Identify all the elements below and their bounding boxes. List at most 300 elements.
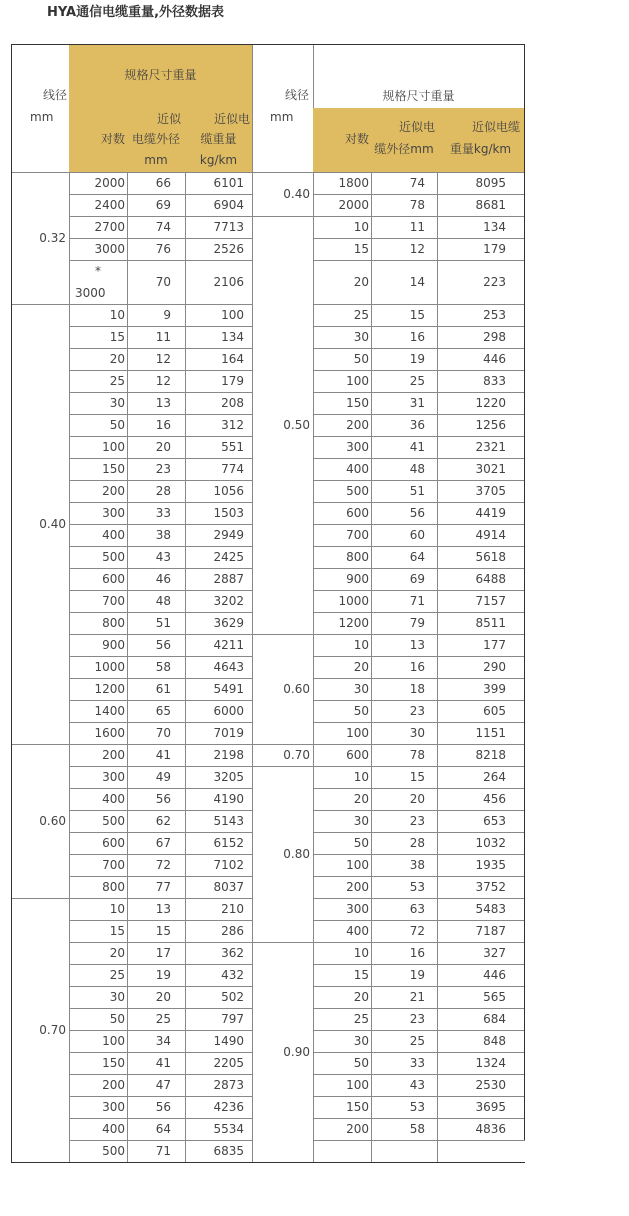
diameter-cell-text: 34 — [155, 1034, 171, 1048]
pairs-cell — [69, 480, 128, 503]
diameter-cell-text: 58 — [155, 660, 171, 674]
pairs-cell — [313, 1096, 372, 1119]
weight-cell — [185, 634, 253, 657]
diameter-cell — [127, 942, 186, 965]
pairs-cell-text: 2400 — [94, 198, 125, 212]
weight-cell-text: 432 — [221, 968, 244, 982]
weight-cell — [437, 810, 525, 833]
diameter-cell — [127, 1074, 186, 1097]
diameter-cell — [127, 238, 186, 261]
weight-cell — [437, 678, 525, 701]
wire-diameter-cell-text: 0.70 — [283, 748, 310, 762]
diameter-cell-text: 13 — [155, 902, 171, 916]
wire-diameter-cell — [252, 942, 314, 1163]
diameter-cell-text: 41 — [409, 440, 425, 454]
pairs-cell-text: 50 — [353, 352, 369, 366]
pairs-cell — [69, 700, 128, 723]
pairs-cell — [313, 304, 372, 327]
pairs-cell — [313, 920, 372, 943]
pairs-cell-text: 400 — [346, 924, 369, 938]
pairs-cell-text: 25 — [109, 374, 125, 388]
diameter-cell — [127, 304, 186, 327]
weight-cell — [437, 964, 525, 987]
diameter-cell-text: 25 — [409, 1034, 425, 1048]
diameter-cell — [127, 546, 186, 569]
pairs-cell-text: 30 — [353, 682, 369, 696]
diameter-cell-text: 16 — [409, 660, 425, 674]
diameter-cell — [127, 1030, 186, 1053]
pairs-cell — [69, 744, 128, 767]
pairs-cell-text: 150 — [346, 396, 369, 410]
pairs-cell — [313, 436, 372, 459]
diameter-cell — [371, 1052, 438, 1075]
diameter-cell-text: 16 — [409, 330, 425, 344]
diameter-cell — [127, 568, 186, 591]
pairs-cell — [313, 788, 372, 811]
diameter-header-text: mm — [30, 110, 54, 124]
weight-col-header — [185, 108, 253, 173]
diameter-header-right-text: mm — [270, 110, 294, 124]
diameter-cell-text: 74 — [155, 220, 171, 234]
pairs-cell — [69, 238, 128, 261]
pairs-cell-text: 150 — [102, 462, 125, 476]
diameter-cell-text: 79 — [409, 616, 425, 630]
diameter-cell — [127, 326, 186, 349]
pairs-cell-text: 300 — [102, 506, 125, 520]
weight-cell-text: 100 — [221, 308, 244, 322]
weight-cell-text: 7187 — [475, 924, 506, 938]
weight-cell-text: 1056 — [213, 484, 244, 498]
pairs-cell — [69, 502, 128, 525]
diameter-cell — [127, 414, 186, 437]
wire-diameter-cell-text: 0.80 — [283, 847, 310, 861]
weight-cell — [437, 392, 525, 415]
diameter-cell-text: 58 — [409, 1122, 425, 1136]
diameter-cell-text: 65 — [155, 704, 171, 718]
diameter-cell-text: 14 — [409, 275, 425, 289]
pairs-cell — [69, 634, 128, 657]
pairs-cell-text: 20 — [109, 352, 125, 366]
pairs-cell — [313, 964, 372, 987]
weight-col-header-right-text: 近似电缆 — [471, 120, 520, 134]
pairs-cell — [69, 546, 128, 569]
diameter-cell — [371, 986, 438, 1009]
diameter-cell-text: 64 — [155, 1122, 171, 1136]
pairs-cell-text: 500 — [102, 814, 125, 828]
pairs-cell — [69, 172, 128, 195]
pairs-cell-text: 150 — [346, 1100, 369, 1114]
diameter-cell — [371, 480, 438, 503]
weight-cell-text: 4914 — [475, 528, 506, 542]
diameter-col-header-right-text: 缆外径mm — [374, 142, 434, 156]
diameter-cell-text: 19 — [155, 968, 171, 982]
pairs-cell-text: 25 — [353, 308, 369, 322]
weight-cell — [437, 590, 525, 613]
pairs-cell-text: 10 — [353, 220, 369, 234]
diameter-cell — [127, 1118, 186, 1141]
diameter-cell — [371, 392, 438, 415]
spec-header-text: 规格尺寸重量 — [124, 68, 197, 82]
pairs-cell-text: 1200 — [94, 682, 125, 696]
pairs-cell-text: 600 — [102, 836, 125, 850]
diameter-cell — [127, 502, 186, 525]
pairs-cell — [313, 1030, 372, 1053]
weight-cell-text: 179 — [221, 374, 244, 388]
weight-cell-text: 3629 — [213, 616, 244, 630]
weight-cell — [185, 1052, 253, 1075]
weight-cell-text: 223 — [483, 275, 506, 289]
diameter-cell-text: 12 — [155, 352, 171, 366]
weight-cell — [185, 898, 253, 921]
pairs-cell-text: 1800 — [338, 176, 369, 190]
diameter-cell — [127, 744, 186, 767]
pairs-cell — [69, 678, 128, 701]
pairs-cell-text: 30 — [353, 814, 369, 828]
diameter-cell — [371, 920, 438, 943]
diameter-cell — [127, 370, 186, 393]
pairs-cell-text: 15 — [109, 924, 125, 938]
wire-diameter-cell-text: 0.60 — [39, 814, 66, 828]
diameter-cell — [371, 964, 438, 987]
pairs-cell — [313, 876, 372, 899]
diameter-cell — [127, 986, 186, 1009]
diameter-cell — [127, 480, 186, 503]
weight-cell-text: 456 — [483, 792, 506, 806]
diameter-cell-text: 23 — [155, 462, 171, 476]
pairs-cell — [313, 194, 372, 217]
weight-cell-text: 1324 — [475, 1056, 506, 1070]
diameter-cell — [371, 326, 438, 349]
diameter-cell-text: 49 — [155, 770, 171, 784]
diameter-cell — [127, 194, 186, 217]
wire-diameter-cell-text: 0.50 — [283, 418, 310, 432]
weight-cell — [437, 876, 525, 899]
diameter-cell — [127, 1008, 186, 1031]
weight-cell-text: 312 — [221, 418, 244, 432]
pairs-cell-text: 3000 — [94, 242, 125, 256]
weight-cell — [185, 238, 253, 261]
weight-cell — [437, 832, 525, 855]
weight-cell — [185, 656, 253, 679]
pairs-cell-text: 10 — [109, 308, 125, 322]
diameter-cell — [371, 590, 438, 613]
diameter-cell — [371, 854, 438, 877]
diameter-cell-text: 23 — [409, 1012, 425, 1026]
diameter-cell-text: 69 — [155, 198, 171, 212]
pairs-cell-text: 100 — [102, 1034, 125, 1048]
weight-cell-text: 6835 — [213, 1144, 244, 1158]
diameter-cell-text: 9 — [163, 308, 171, 322]
pairs-header — [69, 108, 128, 173]
weight-cell-text: 3752 — [475, 880, 506, 894]
wire-diameter-cell — [252, 634, 314, 745]
weight-cell — [437, 1052, 525, 1075]
pairs-cell-text: 200 — [346, 880, 369, 894]
pairs-cell-text: 200 — [346, 1122, 369, 1136]
pairs-cell-text: 600 — [346, 506, 369, 520]
pairs-cell-text: 800 — [102, 616, 125, 630]
pairs-cell-text: 100 — [346, 858, 369, 872]
diameter-cell — [371, 810, 438, 833]
pairs-cell-text: 2000 — [338, 198, 369, 212]
pairs-cell-text: 200 — [102, 1078, 125, 1092]
pairs-cell — [313, 810, 372, 833]
pairs-header-right-text: 对数 — [344, 132, 369, 146]
pairs-cell — [69, 392, 128, 415]
weight-cell — [185, 458, 253, 481]
weight-cell-text: 797 — [221, 1012, 244, 1026]
weight-cell-text: 2873 — [213, 1078, 244, 1092]
pairs-cell-text: 500 — [346, 484, 369, 498]
diameter-cell — [127, 964, 186, 987]
weight-cell-text: 684 — [483, 1012, 506, 1026]
diameter-cell-text: 21 — [409, 990, 425, 1004]
diameter-cell-text: 64 — [409, 550, 425, 564]
pairs-cell — [69, 1096, 128, 1119]
diameter-cell — [127, 590, 186, 613]
weight-cell — [185, 172, 253, 195]
weight-cell-text: 1151 — [475, 726, 506, 740]
pairs-cell — [313, 392, 372, 415]
diameter-cell — [371, 524, 438, 547]
weight-cell-text: 2321 — [475, 440, 506, 454]
weight-cell — [437, 854, 525, 877]
diameter-cell-text: 66 — [155, 176, 171, 190]
weight-cell — [437, 1008, 525, 1031]
diameter-cell — [127, 766, 186, 789]
weight-cell-text: 2106 — [213, 275, 244, 289]
pairs-cell-text: 600 — [102, 572, 125, 586]
weight-cell-text: 134 — [483, 220, 506, 234]
diameter-cell — [371, 722, 438, 745]
weight-cell — [185, 326, 253, 349]
weight-cell — [185, 414, 253, 437]
wire-diameter-cell-text: 0.40 — [283, 187, 310, 201]
diameter-cell-text: 78 — [409, 748, 425, 762]
pairs-cell-text: 100 — [346, 374, 369, 388]
diameter-cell-text: 62 — [155, 814, 171, 828]
weight-cell-text: 8095 — [475, 176, 506, 190]
weight-cell — [437, 1074, 525, 1097]
wire-diameter-cell — [252, 766, 314, 943]
weight-cell-text: 551 — [221, 440, 244, 454]
pairs-cell-text: 50 — [353, 1056, 369, 1070]
pairs-cell-text: 900 — [102, 638, 125, 652]
pairs-cell — [313, 348, 372, 371]
pairs-cell — [69, 1008, 128, 1031]
weight-cell — [185, 810, 253, 833]
diameter-cell — [371, 788, 438, 811]
diameter-cell — [371, 436, 438, 459]
diameter-cell-text: 33 — [155, 506, 171, 520]
pairs-cell — [313, 546, 372, 569]
weight-cell — [437, 744, 525, 767]
diameter-cell — [127, 1140, 186, 1163]
weight-cell — [437, 480, 525, 503]
weight-cell — [185, 1074, 253, 1097]
diameter-cell — [371, 568, 438, 591]
weight-cell — [185, 766, 253, 789]
pairs-cell — [69, 722, 128, 745]
pairs-cell-text: 15 — [109, 330, 125, 344]
weight-cell — [437, 986, 525, 1009]
pairs-cell — [69, 414, 128, 437]
diameter-cell — [127, 810, 186, 833]
weight-cell-text: 5534 — [213, 1122, 244, 1136]
weight-cell-text: 3021 — [475, 462, 506, 476]
weight-col-header-right-text: 重量kg/km — [449, 142, 512, 156]
weight-cell — [185, 854, 253, 877]
pairs-cell — [69, 832, 128, 855]
diameter-cell — [371, 260, 438, 305]
weight-cell-text: 179 — [483, 242, 506, 256]
pairs-cell — [313, 172, 372, 195]
weight-col-header-right — [437, 108, 525, 173]
weight-cell-text: 446 — [483, 352, 506, 366]
weight-cell-text: 3705 — [475, 484, 506, 498]
pairs-cell — [69, 458, 128, 481]
diameter-cell-text: 20 — [409, 792, 425, 806]
diameter-cell-text: 20 — [155, 990, 171, 1004]
weight-cell — [437, 634, 525, 657]
pairs-cell-text: 800 — [346, 550, 369, 564]
diameter-cell — [371, 216, 438, 239]
diameter-cell — [127, 788, 186, 811]
diameter-cell-text: 13 — [155, 396, 171, 410]
weight-cell — [185, 1030, 253, 1053]
diameter-cell — [371, 898, 438, 921]
weight-cell — [437, 216, 525, 239]
weight-cell — [185, 480, 253, 503]
diameter-cell-text: 67 — [155, 836, 171, 850]
diameter-cell-text: 70 — [155, 275, 171, 289]
weight-cell-text: 2205 — [213, 1056, 244, 1070]
wire-diameter-cell-text: 0.90 — [283, 1045, 310, 1059]
weight-cell — [185, 524, 253, 547]
diameter-cell-text: 30 — [409, 726, 425, 740]
weight-cell-text: 605 — [483, 704, 506, 718]
pairs-cell-text: 1600 — [94, 726, 125, 740]
diameter-cell — [127, 1052, 186, 1075]
diameter-cell — [371, 458, 438, 481]
diameter-cell — [127, 854, 186, 877]
diameter-cell-text: 13 — [409, 638, 425, 652]
pairs-cell — [69, 656, 128, 679]
pairs-cell — [69, 216, 128, 239]
pairs-cell — [313, 942, 372, 965]
pairs-cell-text: 700 — [102, 858, 125, 872]
diameter-cell — [371, 194, 438, 217]
weight-cell — [185, 942, 253, 965]
diameter-cell-text: 16 — [155, 418, 171, 432]
diameter-cell — [371, 634, 438, 657]
weight-cell-text: 164 — [221, 352, 244, 366]
spec-header-right — [313, 44, 525, 109]
diameter-cell-text: 23 — [409, 704, 425, 718]
weight-cell — [185, 678, 253, 701]
pairs-cell-text: 400 — [102, 1122, 125, 1136]
diameter-cell — [371, 832, 438, 855]
pairs-cell-text: 10 — [353, 638, 369, 652]
pairs-cell-text: 50 — [353, 836, 369, 850]
weight-cell-text: 653 — [483, 814, 506, 828]
diameter-col-header-text: 近似 — [156, 112, 181, 126]
wire-diameter-cell — [252, 172, 314, 217]
diameter-cell — [127, 216, 186, 239]
weight-cell — [185, 700, 253, 723]
weight-cell-text: 565 — [483, 990, 506, 1004]
page-title: HYA通信电缆重量,外径数据表 — [47, 5, 225, 20]
weight-cell — [185, 1118, 253, 1141]
pairs-cell-text: 900 — [346, 572, 369, 586]
weight-cell — [437, 524, 525, 547]
pairs-cell-text: 1400 — [94, 704, 125, 718]
pairs-cell-text: 700 — [102, 594, 125, 608]
weight-cell-text: 1256 — [475, 418, 506, 432]
pairs-header-right — [313, 108, 372, 173]
pairs-cell — [69, 1140, 128, 1163]
weight-cell — [185, 722, 253, 745]
weight-cell-text: 208 — [221, 396, 244, 410]
pairs-cell — [313, 700, 372, 723]
diameter-cell — [127, 348, 186, 371]
pairs-cell — [69, 810, 128, 833]
weight-cell — [437, 326, 525, 349]
weight-cell-text: 446 — [483, 968, 506, 982]
diameter-header-right — [252, 44, 314, 173]
diameter-cell — [127, 700, 186, 723]
wire-diameter-cell-text: 0.32 — [39, 231, 66, 245]
diameter-cell-text: 61 — [155, 682, 171, 696]
weight-cell-text: 2425 — [213, 550, 244, 564]
weight-cell-text: 4836 — [475, 1122, 506, 1136]
pairs-cell-text: 30 — [109, 990, 125, 1004]
wire-diameter-cell-text: 0.60 — [283, 682, 310, 696]
pairs-cell-text: 200 — [102, 748, 125, 762]
pairs-cell — [313, 1118, 372, 1141]
diameter-cell-text: 20 — [155, 440, 171, 454]
weight-cell-text: 2530 — [475, 1078, 506, 1092]
pairs-cell — [313, 1052, 372, 1075]
diameter-col-header-right — [371, 108, 438, 173]
weight-cell — [185, 546, 253, 569]
weight-cell — [437, 194, 525, 217]
pairs-cell — [69, 854, 128, 877]
pairs-cell — [69, 370, 128, 393]
diameter-cell-text: 19 — [409, 968, 425, 982]
pairs-cell-text: 2700 — [94, 220, 125, 234]
diameter-cell-text: 51 — [409, 484, 425, 498]
diameter-cell-text: 46 — [155, 572, 171, 586]
weight-cell-text: 3202 — [213, 594, 244, 608]
pairs-cell-text: 600 — [346, 748, 369, 762]
pairs-cell-text: 50 — [353, 704, 369, 718]
weight-cell — [437, 920, 525, 943]
diameter-cell — [371, 502, 438, 525]
diameter-cell — [127, 1096, 186, 1119]
pairs-cell — [313, 414, 372, 437]
weight-cell-text: 286 — [221, 924, 244, 938]
pairs-cell — [69, 942, 128, 965]
weight-cell-text: 362 — [221, 946, 244, 960]
pairs-cell — [69, 568, 128, 591]
diameter-cell-text: 25 — [155, 1012, 171, 1026]
weight-cell-text: 6101 — [213, 176, 244, 190]
diameter-cell-text: 71 — [155, 1144, 171, 1158]
weight-cell — [185, 744, 253, 767]
pairs-cell — [69, 348, 128, 371]
pairs-cell-text: 500 — [102, 1144, 125, 1158]
